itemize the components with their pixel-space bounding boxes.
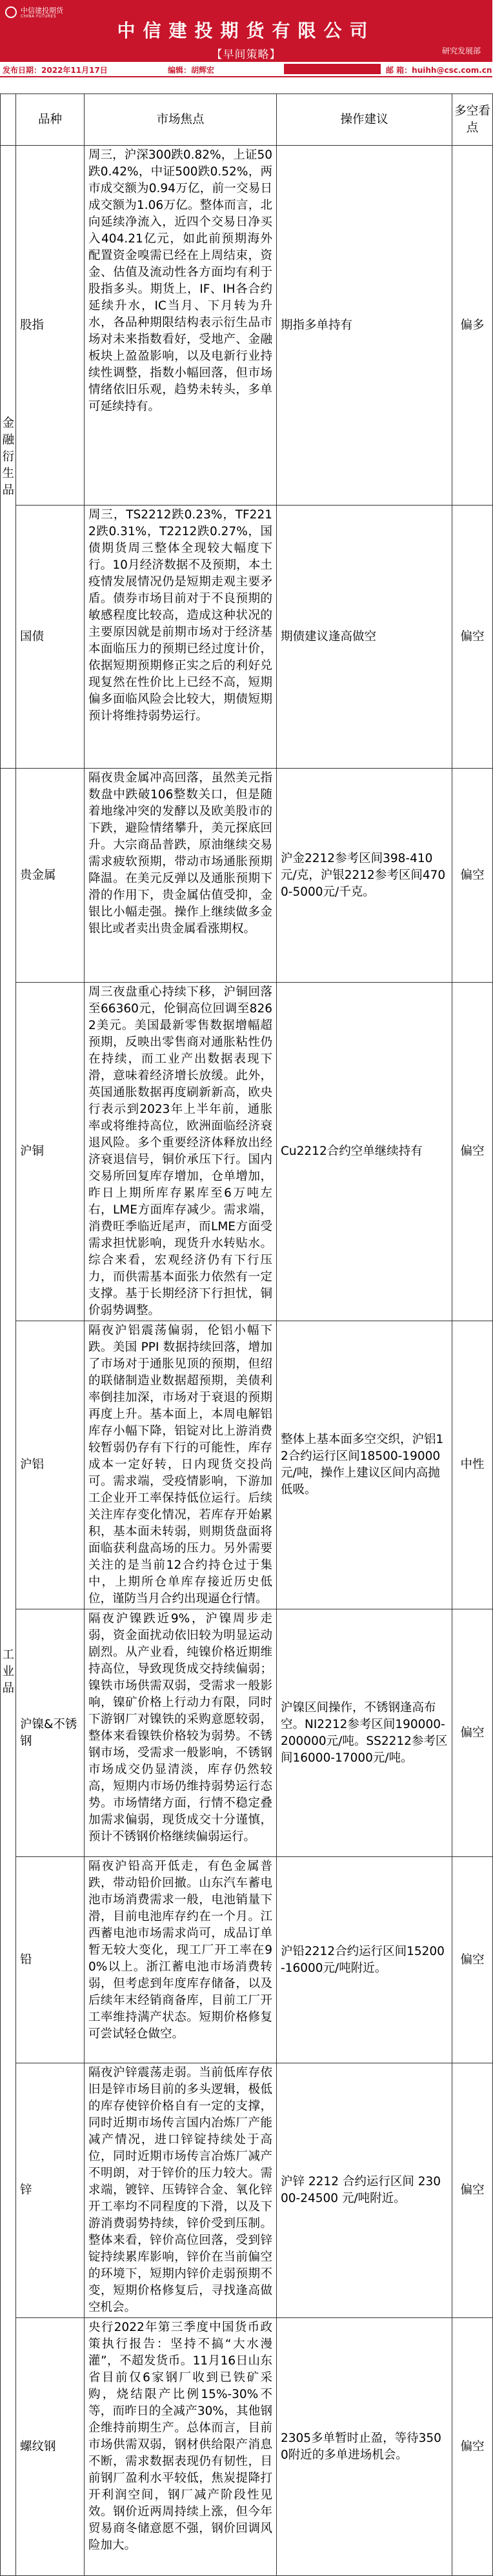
advice: 整体上基本面多空交织，沪铝12合约运行区间18500-19000元/吨，操作上建议区间内高抛低吸。 <box>277 1321 452 1609</box>
variety-name: 国债 <box>16 506 85 769</box>
advice: 沪铅2212合约运行区间15200-16000元/吨附近。 <box>277 1857 452 2063</box>
header-view: 多空看点 <box>452 94 493 146</box>
table-row <box>1 1609 493 1857</box>
department-label: 研究发展部 <box>441 46 481 55</box>
advice: Cu2212合约空单继续持有 <box>277 983 452 1321</box>
advice: 期债建议逢高做空 <box>277 506 452 769</box>
advice: 2305多单暂时止盈，等待3500附近的多单进场机会。 <box>277 2318 452 2576</box>
report-type: 【早间策略】 <box>211 48 281 61</box>
variety-name: 沪铜 <box>16 983 85 1321</box>
table-row <box>1 983 493 1321</box>
header-category <box>1 94 16 146</box>
variety-name: 沪镍&不锈钢 <box>16 1609 85 1857</box>
variety-name: 锌 <box>16 2063 85 2318</box>
category-cell <box>1 146 16 769</box>
header-market-focus: 市场焦点 <box>85 94 277 146</box>
market-focus: 隔夜沪铝震荡偏弱，伦铝小幅下跌。美国 PPI 数据持续回落，增加了市场对于通胀见顶的预期，但绍的联储制造业数据超预期，美债利率倒挂加深，市场对于衰退的预期再度上升。基本面上，本周电解铝库存小幅下降，铝锭对比上游消费较暂弱仍存有下行的可能性，库存成本一定好转，日内现货交投尚可。需求端，受疫情影响，下游加工企业开工率保持低位运行。后续关注库存变化情况，若库存开始累积，基本面未转弱，则期货盘面将面临获利盘高场的压力。另外需要关注的是当前12合约持仓过于集中，上期所仓单库存接近历史低位，谨防当月合约出现逼仓行情。 <box>85 1321 277 1609</box>
table-row <box>1 1321 493 1609</box>
report-header <box>0 0 492 62</box>
view-badge: 偏空 <box>452 2318 493 2576</box>
market-focus: 周三夜盘重心持续下移，沪铜回落至66360元，伦铜高位回调至8262美元。美国最新零售数据增幅超预期，反映出零售商对通胀粘性仍在持续，而工业产出数据表现下滑，意味着经济增长放缓。此外，英国通胀数据再度刷新新高，欧央行表示到2023年上半年前，通胀率或将维持高位，欧洲面临经济衰退风险。多个重要经济体释放出经济衰退信号，铜价承压下行。国内交易所回复库存增加，仓单增加，昨日上期所库存累库至6万吨左右，LME方面库存减少。需求端，消费旺季临近尾声，而LME方面受需求担忧影响，现货升水转贴水。综合来看，宏观经济仍有下行压力，而供需基本面张力依然有一定支撑。基于长期经济下行担忧，铜价弱势调整。 <box>85 983 277 1321</box>
table-row <box>1 2063 493 2318</box>
view-badge: 偏空 <box>452 983 493 1321</box>
market-focus: 央行2022年第三季度中国货币政策执行报告：坚持不搞“大水漫灌”，不超发货币。11月16日山东省目前仅6家钢厂收到已铁矿采购，烧结限产比例15%-30%不等，而昨日的全减产30%，其他钢企维持前期生产。总体而言，目前市场供需双弱，钢材供给限产消息不断，需求数据表现仍有韧性，目前钢厂盈利水平较低，焦炭提降打开利润空间，钢厂减产阶段性见效。钢价近两周持续上涨，但今年贸易商冬储意愿不强，钢价回调风险加大。 <box>85 2318 277 2576</box>
company-title: 中信建投期货有限公司 <box>117 20 376 41</box>
logo-cn-text: 中信建投期货 <box>21 6 63 15</box>
contact-email: 邮 箱：huihh@csc.com.cn <box>386 66 492 75</box>
variety-name: 铅 <box>16 1857 85 2063</box>
market-focus: 周三，沪深300跌0.82%，上证50跌0.42%，中证500跌0.52%，两市成交额为0.94万亿，前一交易日成交额为1.06万亿。整体而言，北向延续净流入，近四个交易日净买入404.21亿元，如此前预期海外配置资金嗅需已经在上周结束，资金、估值及流动性各方面均有利于股指多头。期货上，IF、IH各合约延续升水，IC当月、下月转为升水，各品种期限结构表示衍生品市场对未来指数看好，受地产、金融板块上盈盈影响，以及电新行业持续性调整，指数小幅回落，但市场情绪依旧乐观，趋势未转头，多单可延续持有。 <box>85 146 277 506</box>
category-cell <box>1 769 16 2576</box>
market-focus: 隔夜贵金属冲高回落，虽然美元指数盘中跌破106整数关口，但是随着地缘冲突的发酵以及欧美股市的下跌，避险情绪攀升，美元探底回升。大宗商品普跌，原油继续交易需求疲软预期，带动市场通胀预期降温。在美元反弹以及通胀预期下滑的作用下，贵金属估值受抑，金银比小幅走强。操作上继续做多金银比或者卖出贵金属看涨期权。 <box>85 769 277 983</box>
variety-name: 螺纹钢 <box>16 2318 85 2576</box>
view-badge: 偏空 <box>452 1857 493 2063</box>
header-advice: 操作建议 <box>277 94 452 146</box>
category-label: 金融衍生品 <box>2 416 15 497</box>
table-row <box>1 146 493 506</box>
table-row <box>1 2318 493 2576</box>
advice: 沪锌 2212 合约运行区间 23000-24500 元/吨附近。 <box>277 2063 452 2318</box>
table-row <box>1 769 493 983</box>
view-badge: 偏空 <box>452 1609 493 1857</box>
advice: 期指多单持有 <box>277 146 452 506</box>
advice: 沪金2212参考区间398-410元/克，沪银2212参考区间4700-5000元/千克。 <box>277 769 452 983</box>
view-badge: 偏空 <box>452 506 493 769</box>
table-row <box>1 506 493 769</box>
header-variety: 品种 <box>16 94 85 146</box>
category-label: 工业品 <box>2 1648 15 1695</box>
report-meta <box>0 62 492 77</box>
strategy-table <box>0 93 493 2576</box>
view-badge: 中性 <box>452 1321 493 1609</box>
variety-name: 沪铝 <box>16 1321 85 1609</box>
publish-date: 发布日期：2022年11月17日 <box>3 66 108 75</box>
table-header-row <box>1 94 493 146</box>
variety-name: 股指 <box>16 146 85 506</box>
redacted-block <box>284 64 381 74</box>
market-focus: 隔夜沪镍跌近9%，沪镍周步走弱，资金面扰动依旧较为明显运动剧烈。从产业看，纯镍价格近期维持高位，导致现货成交持续偏弱；镍铁市场供需双弱，受需求一般影响，镍矿价格上行动力有限，同时下游钢厂对镍铁的采购意愿较弱，整体来看镍铁价格较为弱势。不锈钢市场，受需求一般影响，不锈钢市场成交仍显清淡，库存仍然较高，短期内市场仍维持弱势运行态势。市场情绪方面，行情不稳定叠加需求偏弱，现货成交十分谨慎，预计不锈钢价格继续偏弱运行。 <box>85 1609 277 1857</box>
view-badge: 偏多 <box>452 146 493 506</box>
variety-name: 贵金属 <box>16 769 85 983</box>
market-focus: 隔夜沪铅高开低走，有色金属普跌，带动铅价回撤。山东汽车蓄电池市场消费需求一般，电池销量下滑，目前电池库存约在一个月。江西蓄电池市场需求尚可，成品订单暂无较大变化，现工厂开工率在90%以上。浙江蓄电池市场消费转弱，但考虑到年度库存储备，以及后续年末经销商备库，目前工厂开工率维持满产状态。短期价格修复可尝试轻仓做空。 <box>85 1857 277 2063</box>
market-focus: 隔夜沪锌震荡走弱。当前低库存依旧是锌市场目前的多头逻辑，极低的库存使锌价格自有一定的支撑，同时近期市场传言国内冶炼厂产能减产情况，进口锌锭持续处于高位，同时近期市场传言冶炼厂减产不明朗，对于锌价的压力较大。需求端，镀锌、压铸锌合金、氧化锌开工率均不同程度的下滑，以及下游消费弱势持续，锌价受到压制。整体来看，锌价高位回落，受到锌锭持续累库影响，锌价在当前偏空的环境下，短期内锌价走弱预期不变，短期价格修复后，寻找逢高做空机会。 <box>85 2063 277 2318</box>
table-row <box>1 1857 493 2063</box>
view-badge: 偏空 <box>452 769 493 983</box>
advice: 沪镍区间操作，不锈钢逢高布空。NI2212参考区间190000-200000元/吨。SS2212参考区间16000-17000元/吨。 <box>277 1609 452 1857</box>
editor: 编辑：胡辉宏 <box>168 66 215 75</box>
logo-en-text: CHINA FUTURES <box>21 14 57 19</box>
view-badge: 偏空 <box>452 2063 493 2318</box>
market-focus: 周三，TS2212跌0.23%，TF2212跌0.31%，T2212跌0.27%，国债期货周三整体全现较大幅度下行。10月经济数据不及预期，本土疫情发展情况仍是短期走观主要矛盾。债券市场目前对于不良预期的敏感程度比较高，造成这种状况的主要原因就是前期市场对于经济基本面临压力的预期已经过度计价，依据短期预期修正实之后的利好兑现复然在性价比上已经不高，短期偏多面临风险会比较大，期债短期预计将维持弱势运行。 <box>85 506 277 769</box>
